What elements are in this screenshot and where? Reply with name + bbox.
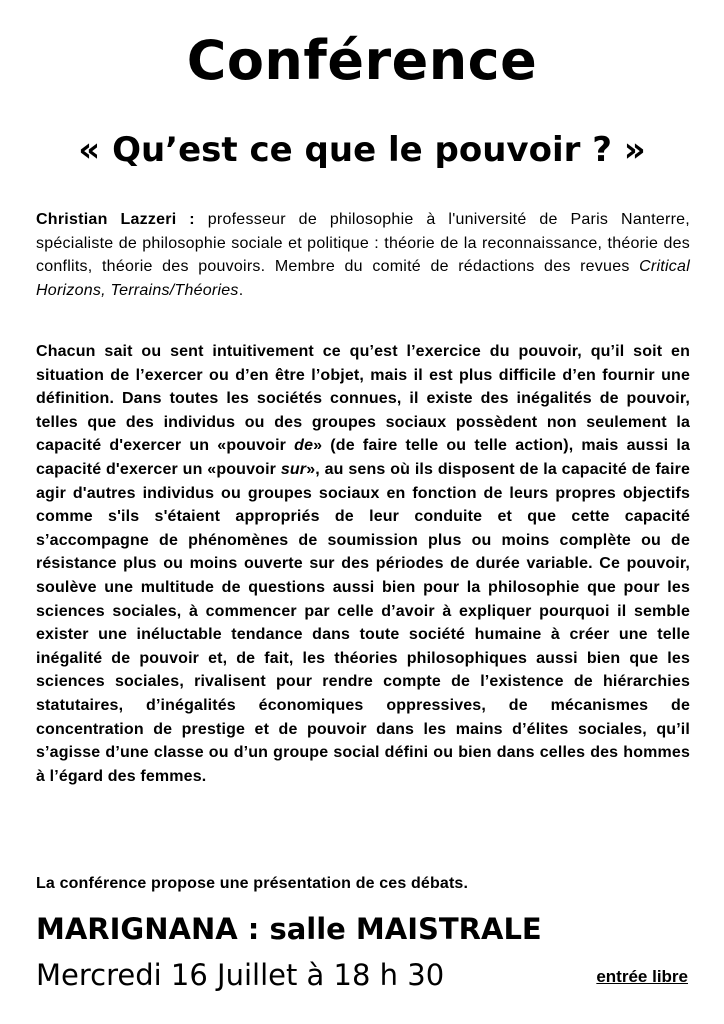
- speaker-bio: [36, 208, 690, 302]
- journal-names: Critical Horizons, Terrains/Théories: [36, 258, 690, 299]
- page-title: Conférence: [186, 29, 538, 92]
- abstract-part-3: », au sens où ils disposent de la capacité de faire agir d'autres individus ou groupes sociaux en fonction de leurs propres objectifs comme s'ils s'étaient appropriés de leur conduite et que cette capacité s’accompagne de phénomènes de soumission plus ou moins complète ou de résistance plus ou moins ouverte sur des périodes de durée variable. Ce pouvoir, soulève une multitude de questions aussi bien pour la philosophie que pour les sciences sociales, à commencer par celle d’avoir à expliquer pourquoi il semble exister une inéluctable tendance dans toute société humaine à créer une telle inégalité de pouvoir et, de fait, les théories philosophiques aussi bien que les sciences sociales, rivalisent pour rendre compte de l’existence de hiérarchies statutaires, d’inégalités économiques oppressives, de mécanismes de concentration de prestige et de pouvoir dans les mains d’élites sociales, qu’il s’agisse d’une classe ou d’un groupe social défini ou bien dans celles des hommes à l’égard des femmes.: [36, 460, 690, 785]
- venue: MARIGNANA : salle MAISTRALE: [36, 912, 542, 946]
- abstract-part-1: Chacun sait ou sent intuitivement ce qu’est l’exercice du pouvoir, qu’il soit en situation de l’exercer ou d’en être l’objet, mais il est plus difficile d’en fournir une définition. Dans toutes les sociétés connues, il existe des inégalités de pouvoir, telles que des individus ou des groupes sociaux possèdent non seulement la capacité d'exercer un «pouvoir: [36, 343, 690, 455]
- speaker-name: Christian Lazzeri :: [36, 211, 195, 228]
- entry-note: entrée libre: [596, 967, 688, 986]
- bio-end: .: [238, 281, 244, 299]
- event-date: Mercredi 16 Juillet à 18 h 30: [36, 958, 445, 992]
- page-subtitle: « Qu’est ce que le pouvoir ? »: [78, 130, 646, 170]
- closing-statement: La conférence propose une présentation de ces débats.: [36, 875, 469, 892]
- abstract-emphasis-sur: sur: [280, 460, 307, 478]
- abstract-emphasis-de: de: [294, 437, 314, 455]
- speaker-description: professeur de philosophie à l'université de Paris Nanterre, spécialiste de philosophie sociale et politique : théorie de la reconnaissance, théorie des conflits, théorie des pouvoirs. Membre du comité de rédactions des revues: [36, 211, 690, 275]
- abstract-part-2: » (de faire telle ou telle action), mais aussi la capacité d'exercer un «pouvoir: [36, 437, 690, 478]
- conference-abstract: [36, 340, 690, 788]
